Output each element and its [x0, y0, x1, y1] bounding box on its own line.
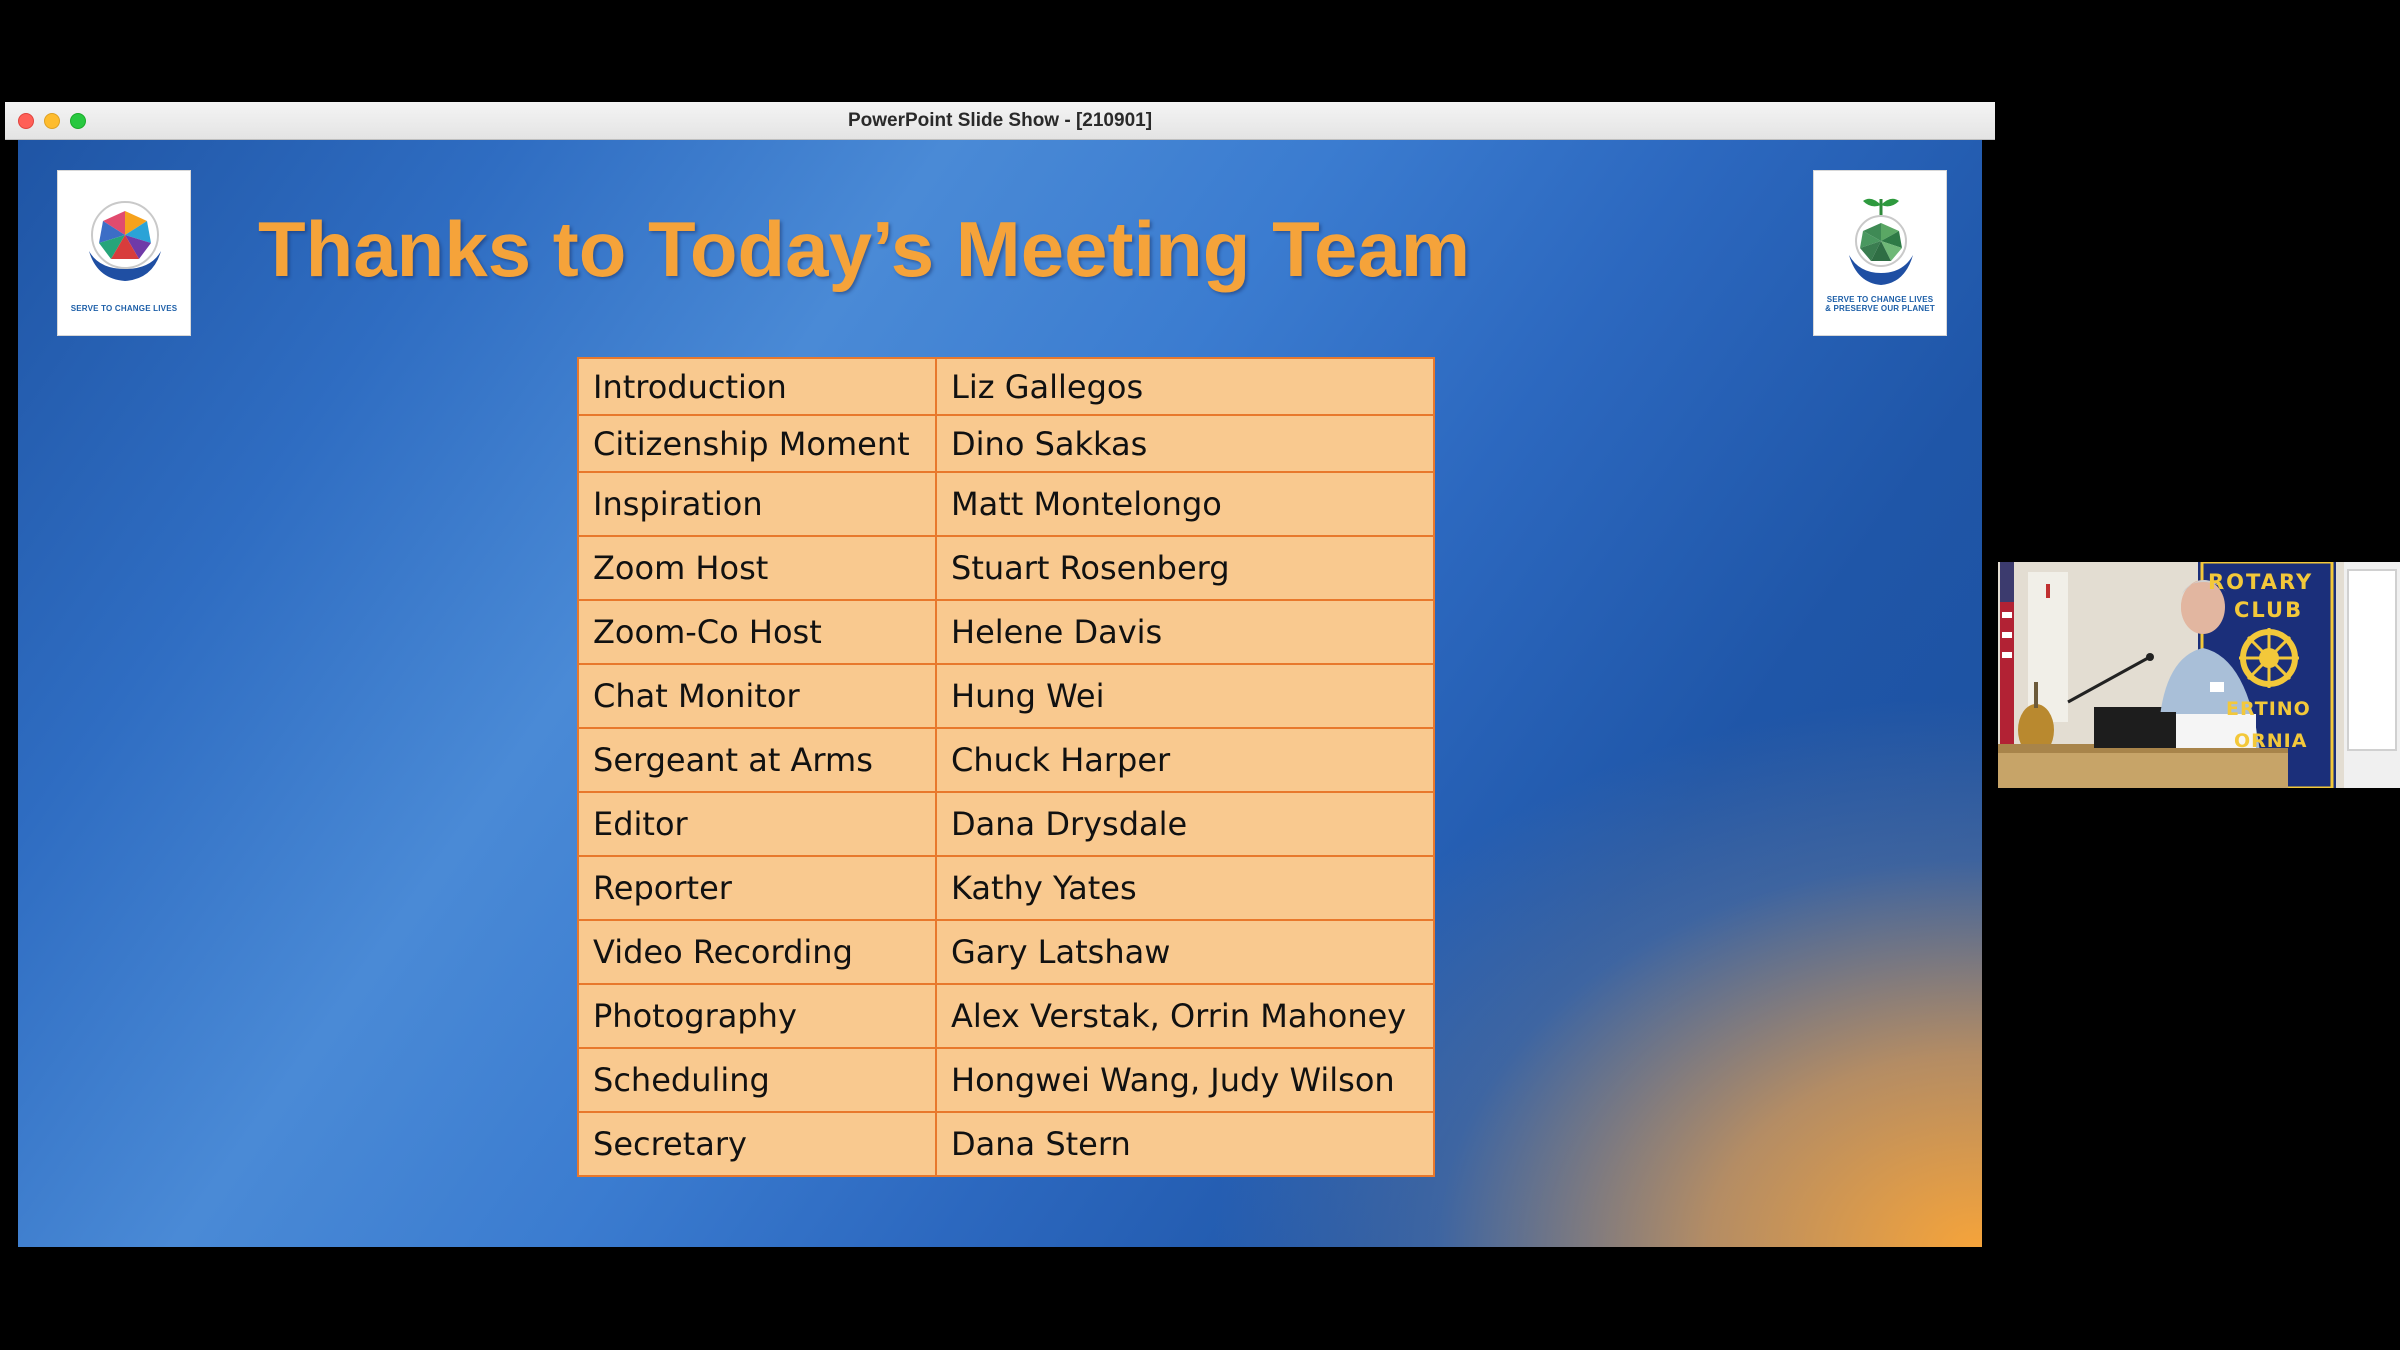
person-cell: Hongwei Wang, Judy Wilson	[936, 1048, 1434, 1112]
banner-line: CLUB	[2234, 598, 2304, 622]
person-cell: Hung Wei	[936, 664, 1434, 728]
person-cell: Liz Gallegos	[936, 358, 1434, 415]
window-titlebar[interactable]	[5, 102, 1995, 140]
logo-left-caption	[62, 304, 186, 313]
table-row	[578, 600, 1434, 664]
person-cell: Dana Stern	[936, 1112, 1434, 1176]
banner-line: ROTARY	[2208, 570, 2314, 594]
rotary-planet-logo	[1813, 170, 1947, 336]
role-cell: Photography	[578, 984, 936, 1048]
table-row	[578, 664, 1434, 728]
person-cell: Kathy Yates	[936, 856, 1434, 920]
slide-title: Thanks to Today’s Meeting Team	[258, 205, 1471, 293]
logo-right-caption-line: SERVE TO CHANGE LIVES	[1826, 295, 1934, 304]
table-row	[578, 472, 1434, 536]
slide[interactable]	[18, 140, 1982, 1247]
logo-right-caption-line: & PRESERVE OUR PLANET	[1825, 304, 1935, 313]
logo-left-caption-line: SERVE TO CHANGE LIVES	[70, 304, 178, 313]
person-cell: Stuart Rosenberg	[936, 536, 1434, 600]
person-cell: Chuck Harper	[936, 728, 1434, 792]
role-cell: Secretary	[578, 1112, 936, 1176]
person-cell: Matt Montelongo	[936, 472, 1434, 536]
role-cell: Scheduling	[578, 1048, 936, 1112]
table-row	[578, 984, 1434, 1048]
table-row	[578, 728, 1434, 792]
speaker-video-tile[interactable]	[1998, 562, 2400, 788]
banner-line: ERTINO	[2226, 698, 2311, 720]
rotary-planet-logo-icon	[1831, 193, 1931, 293]
role-cell: Video Recording	[578, 920, 936, 984]
role-cell: Reporter	[578, 856, 936, 920]
table-row	[578, 415, 1434, 472]
person-cell: Gary Latshaw	[936, 920, 1434, 984]
role-cell: Zoom Host	[578, 536, 936, 600]
person-cell: Dana Drysdale	[936, 792, 1434, 856]
logo-right-caption	[1818, 295, 1942, 313]
table-row	[578, 920, 1434, 984]
table-row	[578, 792, 1434, 856]
role-cell: Introduction	[578, 358, 936, 415]
role-cell: Inspiration	[578, 472, 936, 536]
rotary-theme-logo	[57, 170, 191, 336]
rotary-theme-logo-icon	[75, 193, 175, 293]
person-cell: Dino Sakkas	[936, 415, 1434, 472]
person-cell: Helene Davis	[936, 600, 1434, 664]
table-row	[578, 856, 1434, 920]
role-cell: Sergeant at Arms	[578, 728, 936, 792]
speaker-figure	[1998, 562, 2400, 788]
role-cell: Zoom-Co Host	[578, 600, 936, 664]
window-title: PowerPoint Slide Show - [210901]	[847, 110, 1153, 131]
role-cell: Citizenship Moment	[578, 415, 936, 472]
table-row	[578, 1112, 1434, 1176]
banner-line: ORNIA	[2234, 730, 2308, 752]
table-row	[578, 536, 1434, 600]
role-cell: Chat Monitor	[578, 664, 936, 728]
table-row	[578, 358, 1434, 415]
table-row	[578, 1048, 1434, 1112]
slideshow-window[interactable]	[5, 102, 1995, 1247]
person-cell: Alex Verstak, Orrin Mahoney	[936, 984, 1434, 1048]
role-cell: Editor	[578, 792, 936, 856]
meeting-team-table	[577, 357, 1435, 1177]
